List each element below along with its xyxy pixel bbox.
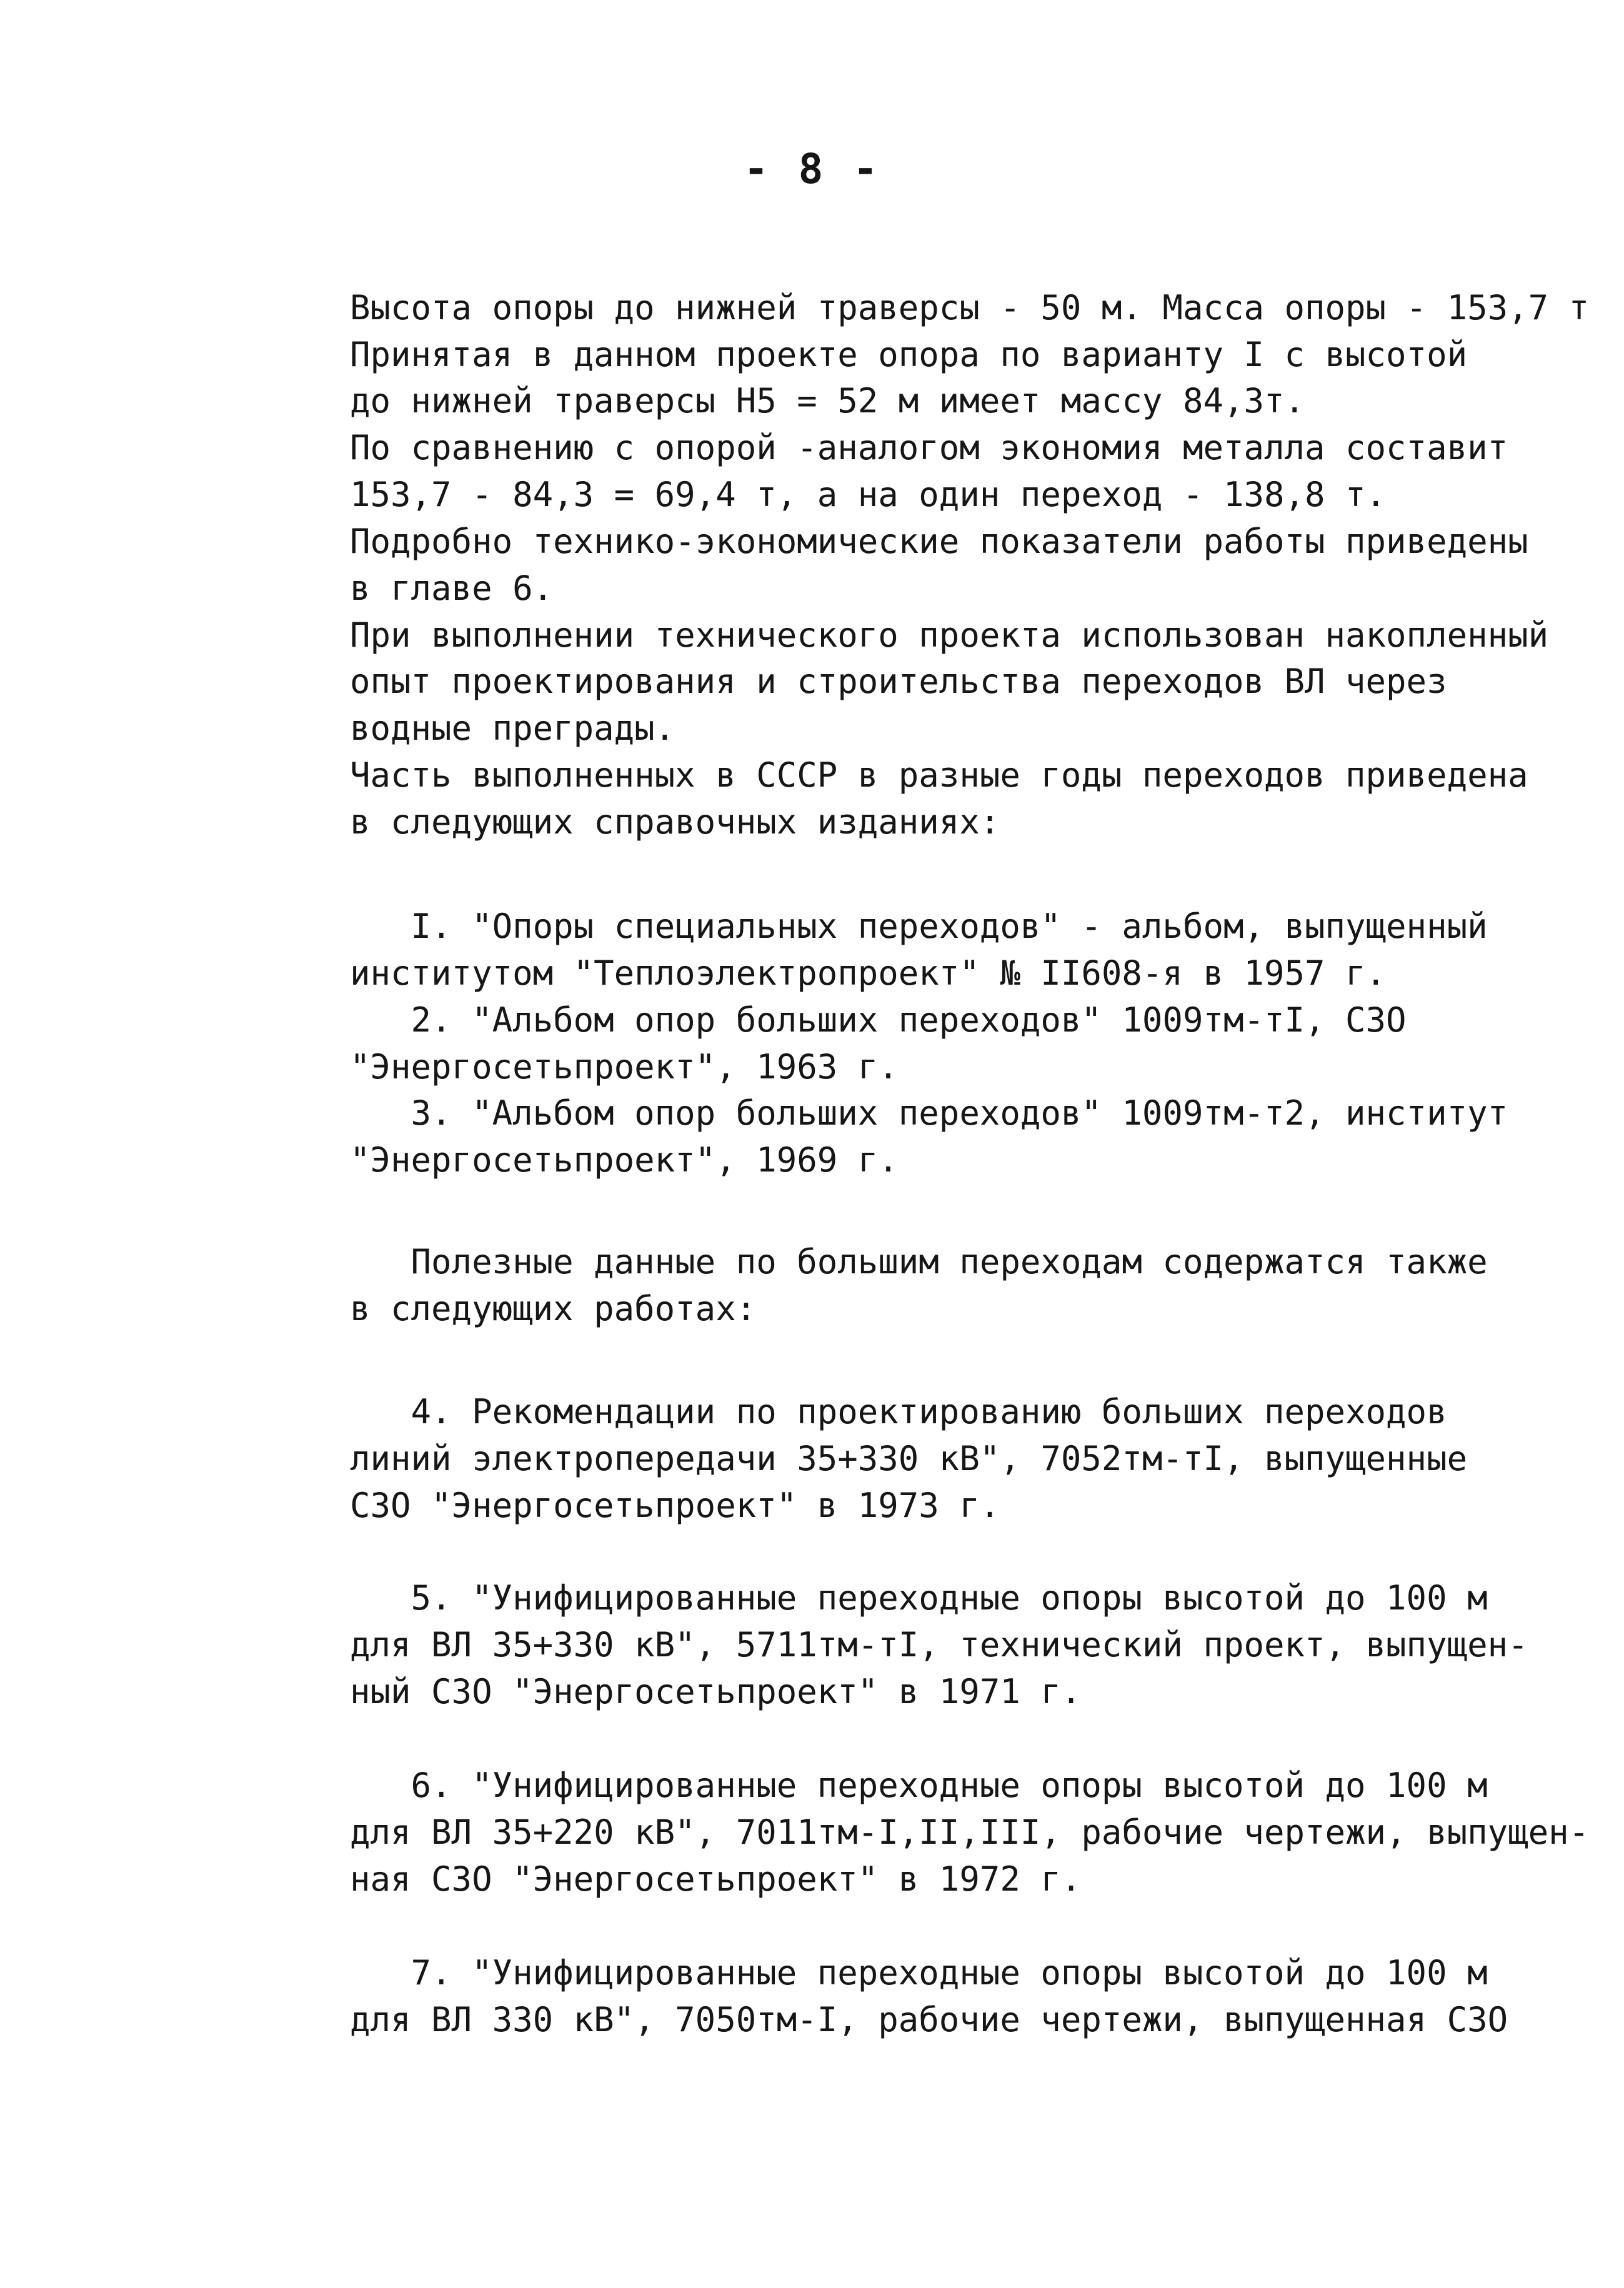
list-item: 3. "Альбом опор больших переходов" 1009тм-т2, институт [350,1093,1508,1133]
text-line: Полезные данные по большим переходам содержатся также [350,1242,1488,1281]
text-line: в главе 6. [350,569,554,608]
list-item: 5. "Унифицированные переходные опоры высотой до 100 м [350,1578,1488,1618]
text-line: 153,7 - 84,3 = 69,4 т, а на один переход - 138,8 т. [350,475,1387,514]
text-line: до нижней траверсы H5 = 52 м имеет массу 84,3т. [350,381,1305,420]
text-line: в следующих справочных изданиях: [350,802,1000,842]
text-line: Часть выполненных в СССР в разные годы переходов приведена [350,755,1528,795]
text-line: Высота опоры до нижней траверсы - 50 м. Масса опоры - 153,7 т [350,288,1590,327]
list-item: 6. "Унифицированные переходные опоры высотой до 100 м [350,1766,1488,1805]
list-item: I. "Опоры специальных переходов" - альбом, выпущенный [350,907,1488,946]
list-item-cont: линий электропередачи 35+330 кВ", 7052тм-тI, выпущенные [350,1439,1468,1478]
list-item: 2. "Альбом опор больших переходов" 1009тм-тI, СЗО [350,1000,1407,1040]
text-line: водные преграды. [350,709,675,748]
list-item-cont: СЗО "Энергосетьпроект" в 1973 г. [350,1486,1000,1525]
list-item-cont: для ВЛ 35+220 кВ", 7011тм-I,II,III, рабочие чертежи, выпущен- [350,1813,1590,1852]
list-item-cont: для ВЛ 35+330 кВ", 5711тм-тI, технический проект, выпущен- [350,1625,1528,1664]
list-item-cont: ный СЗО "Энергосетьпроект" в 1971 г. [350,1672,1082,1711]
text-line: опыт проектирования и строительства переходов ВЛ через [350,662,1447,701]
list-item-cont: "Энергосетьпроект", 1969 г. [350,1140,899,1180]
list-item-cont: для ВЛ 330 кВ", 7050тм-I, рабочие чертежи, выпущенная СЗО [350,2000,1508,2039]
list-item: 4. Рекомендации по проектированию больших переходов [350,1392,1447,1431]
text-line: Подробно технико-экономические показатели работы приведены [350,522,1528,561]
text-line: в следующих работах: [350,1289,757,1328]
text-line: По сравнению с опорой -аналогом экономия металла составит [350,428,1508,467]
list-item-cont: институтом "Теплоэлектропроект" № II608-я в 1957 г. [350,953,1387,993]
list-item-cont: "Энергосетьпроект", 1963 г. [350,1047,899,1087]
list-item: 7. "Унифицированные переходные опоры высотой до 100 м [350,1953,1488,1992]
list-item-cont: ная СЗО "Энергосетьпроект" в 1972 г. [350,1859,1082,1899]
page-number: - 8 - [744,145,880,193]
text-line: Принятая в данном проекте опора по варианту I с высотой [350,335,1468,374]
text-line: При выполнении технического проекта использован накопленный [350,615,1549,655]
